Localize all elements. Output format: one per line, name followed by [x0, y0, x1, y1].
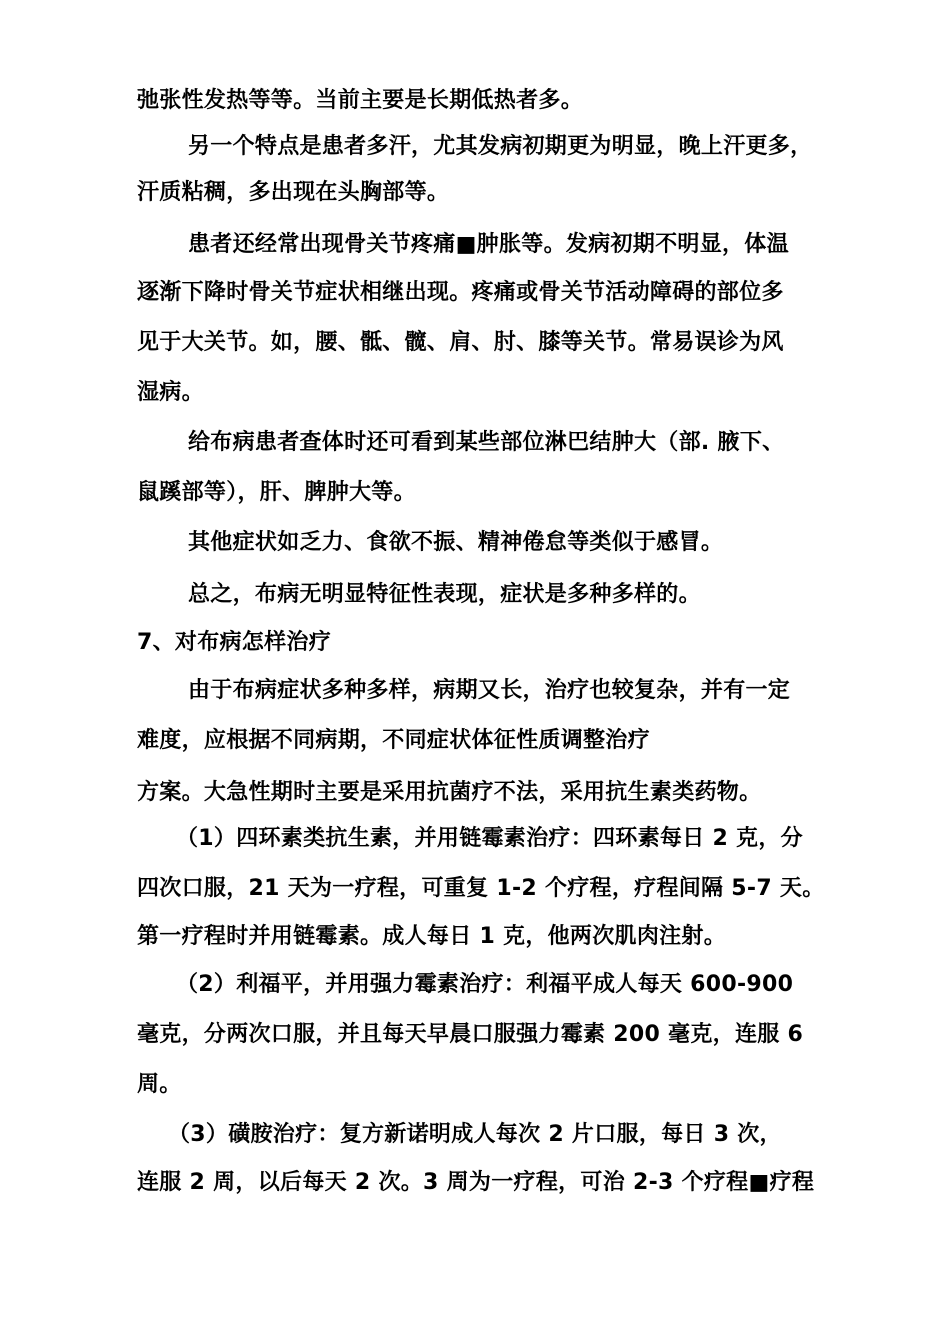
text-line: 方案。大急性期时主要是采用抗菌疗不法，采用抗生素类药物。	[137, 780, 762, 805]
text-line: （3）磺胺治疗：复方新诺明成人每次 2 片口服，每日 3 次，	[168, 1122, 782, 1147]
text-line: 汗质粘稠，多出现在头胸部等。	[137, 180, 450, 205]
text-line: 见于大关节。如，腰、骶、髋、肩、肘、膝等关节。常易误诊为风	[137, 330, 784, 355]
text-line: 周。	[137, 1072, 182, 1097]
text-line: 毫克，分两次口服，并且每天早晨口服强力霉素 200 毫克，连服 6	[137, 1022, 804, 1047]
text-line: 患者还经常出现骨关节疼痛■肿胀等。发病初期不明显，体温	[188, 232, 789, 257]
text-line: （1）四环素类抗生素，并用链霉素治疗：四环素每日 2 克，分	[176, 826, 803, 851]
text-line: 给布病患者查体时还可看到某些部位淋巴结肿大（部. 腋下、	[188, 430, 785, 455]
text-line: 其他症状如乏力、食欲不振、精神倦怠等类似于感冒。	[188, 530, 724, 555]
text-line: 另一个特点是患者多汗，尤其发病初期更为明显，晚上汗更多，	[188, 134, 813, 159]
text-line: 四次口服，21 天为一疗程，可重复 1-2 个疗程，疗程间隔 5-7 天。	[137, 876, 825, 901]
text-line: 逐渐下降时骨关节症状相继出现。疼痛或骨关节活动障碍的部位多	[137, 280, 784, 305]
text-line: 鼠蹊部等），肝、脾肿大等。	[137, 480, 416, 505]
text-line: 弛张性发热等等。当前主要是长期低热者多。	[137, 88, 584, 113]
text-line: 总之，布病无明显特征性表现，症状是多种多样的。	[188, 582, 701, 607]
text-line: 难度，应根据不同病期，不同症状体征性质调整治疗	[137, 728, 650, 753]
text-line: 连服 2 周，以后每天 2 次。3 周为一疗程，可治 2-3 个疗程■疗程	[137, 1170, 815, 1195]
text-line: （2）利福平，并用强力霉素治疗：利福平成人每天 600-900	[176, 972, 794, 997]
text-line: 湿病。	[137, 380, 204, 405]
text-line: 第一疗程时并用链霉素。成人每日 1 克，他两次肌肉注射。	[137, 924, 727, 949]
text-line: 由于布病症状多种多样，病期又长，治疗也较复杂，并有一定	[188, 678, 791, 703]
section-heading: 7、对布病怎样治疗	[137, 630, 332, 655]
